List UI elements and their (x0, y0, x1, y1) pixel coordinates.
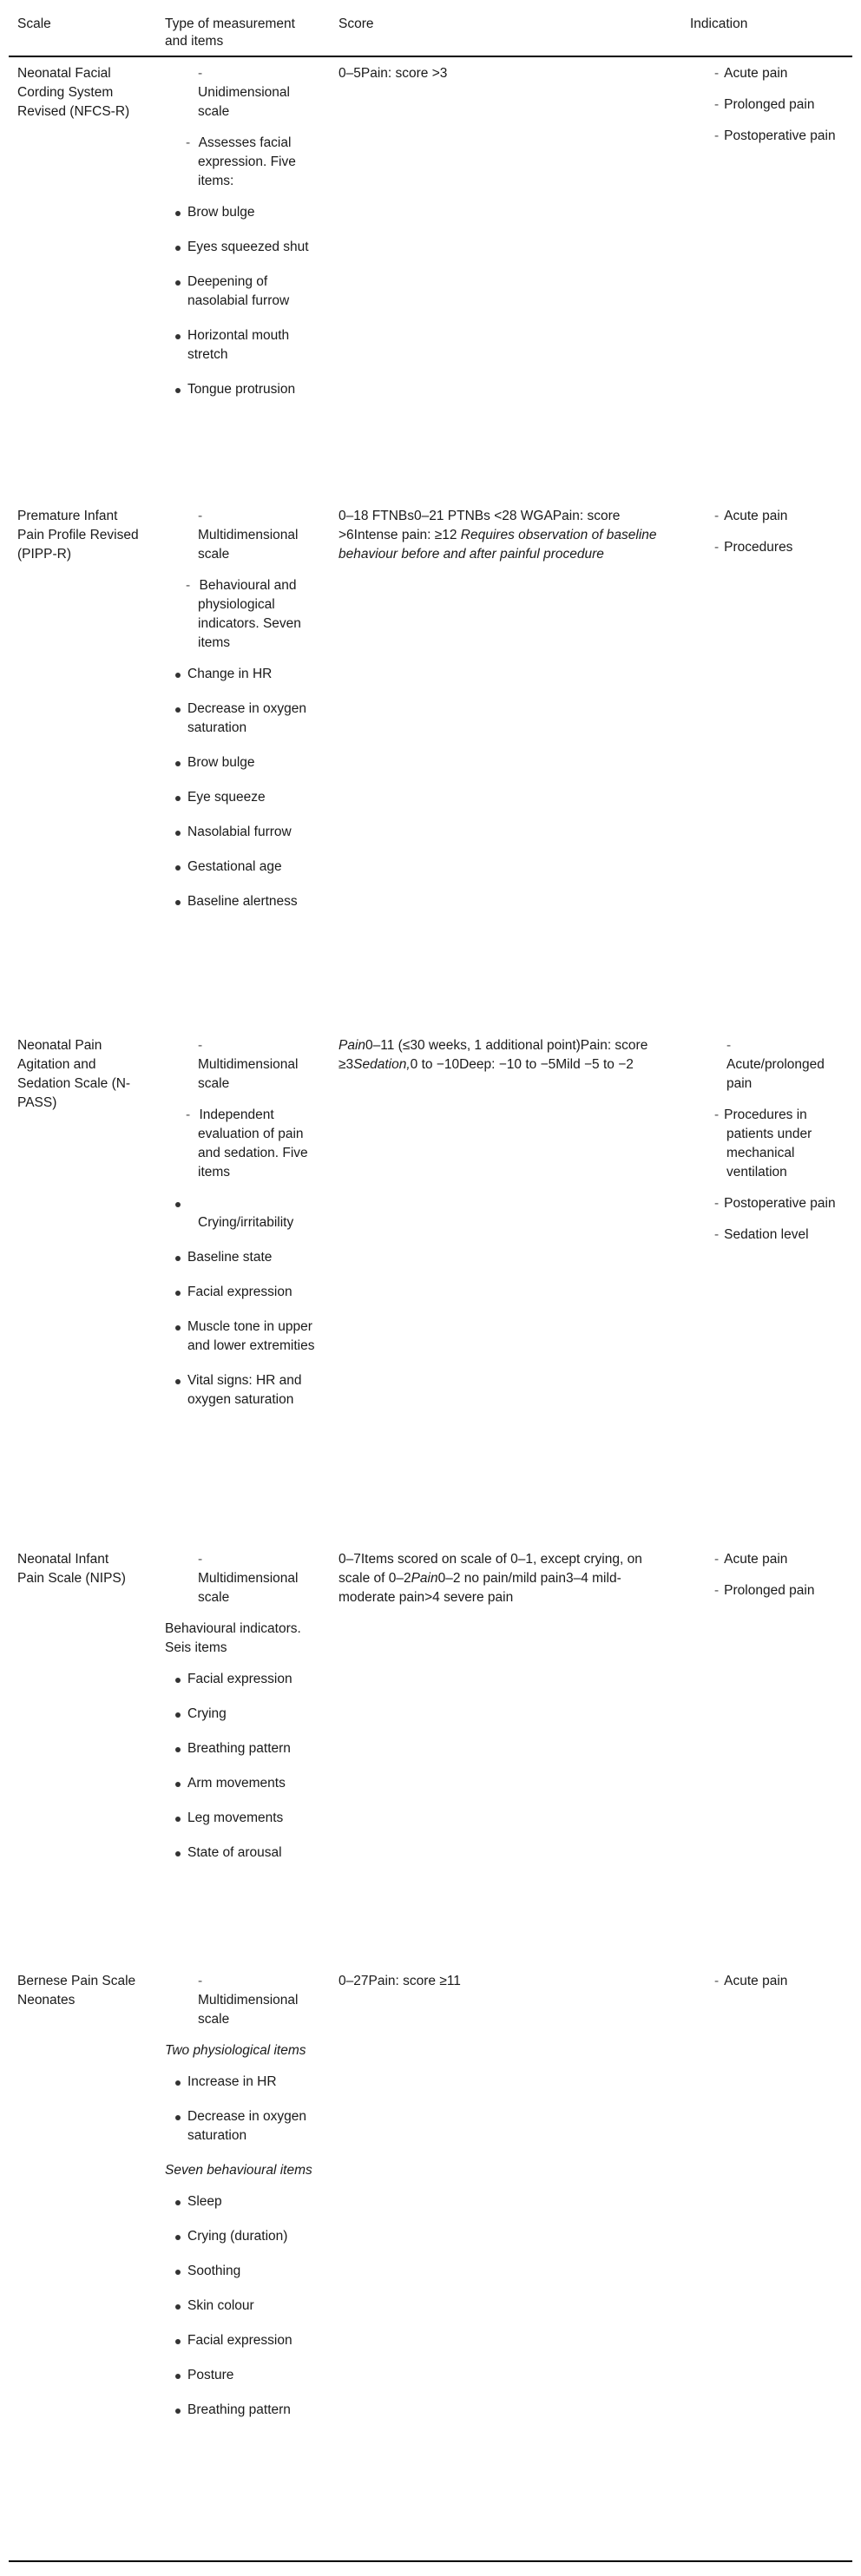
type-cell (165, 507, 321, 927)
type-line: - Independent evaluation of pain and sedation. Five items (186, 1107, 308, 1180)
list-item: - Prolonged pain (714, 1583, 815, 1598)
indication-cell (690, 64, 846, 158)
list-item: Muscle tone in upper and lower extremities (165, 1318, 321, 1356)
item-list (165, 2192, 321, 2420)
list-item: - Procedures (714, 540, 793, 555)
indication-cell (690, 1036, 846, 1257)
list-item: Facial expression (165, 2331, 321, 2350)
list-item: Breathing pattern (165, 1739, 321, 1758)
list-item: Sleep (165, 2192, 321, 2211)
list-item: Increase in HR (165, 2073, 321, 2092)
scale-name: Neonatal Infant Pain Scale (NIPS) (17, 1552, 126, 1586)
item-list (165, 1194, 321, 1410)
type-cell (165, 1972, 321, 2435)
list-item: - Procedures in patients under mechanical ventilation (714, 1107, 812, 1180)
list-item: Crying (duration) (165, 2227, 321, 2246)
table-bottom-rule (9, 2560, 852, 2562)
scale-name: Bernese Pain Scale Neonates (17, 1974, 136, 2008)
list-item: Soothing (165, 2262, 321, 2281)
list-item: Posture (165, 2366, 321, 2385)
type-line: - Behavioural and physiological indicators. Seven items (186, 578, 301, 650)
item-list (165, 203, 321, 399)
score-cell: Pain0–11 (≤30 weeks, 1 additional point)Pain: score ≥3Sedation,0 to −10Deep: −10 to −5Mild −5 to −2 (338, 1038, 648, 1072)
list-item: Eyes squeezed shut (165, 238, 321, 257)
score-cell: 0–5Pain: score >3 (338, 66, 448, 81)
scale-name: Premature Infant Pain Profile Revised (PIPP-R) (17, 509, 139, 562)
scale-name: Neonatal Facial Cording System Revised (NFCS-R) (17, 66, 130, 119)
list-item: Crying (165, 1705, 321, 1724)
type-line: - Multidimensional scale (198, 509, 299, 562)
type-cell (165, 1550, 321, 1878)
table-header (9, 9, 852, 57)
list-item: Facial expression (165, 1670, 321, 1689)
list-item: Facial expression (165, 1283, 321, 1302)
type-line: - Unidimensional scale (198, 66, 290, 119)
item-list (165, 2073, 321, 2146)
scale-name: Neonatal Pain Agitation and Sedation Scale (N-PASS) (17, 1038, 131, 1110)
list-item: Arm movements (165, 1774, 321, 1793)
item-list (165, 1670, 321, 1863)
list-item: - Postoperative pain (714, 128, 836, 143)
type-cell (165, 1036, 321, 1425)
list-item: Leg movements (165, 1809, 321, 1828)
list-item: Brow bulge (165, 753, 321, 772)
list-item: - Postoperative pain (714, 1196, 836, 1211)
list-item: - Acute pain (714, 1552, 788, 1567)
score-cell: 0–7Items scored on scale of 0–1, except crying, on scale of 0–2Pain0–2 no pain/mild pain3–4 mild-moderate pain>4 severe pain (338, 1552, 642, 1605)
list-item: - Acute pain (714, 66, 788, 81)
list-item: Horizontal mouth stretch (165, 326, 321, 365)
indication-cell (690, 1550, 846, 1613)
header-score: Score (338, 16, 374, 31)
list-item: Change in HR (165, 665, 321, 684)
list-item: - Acute pain (714, 509, 788, 523)
type-cell (165, 64, 321, 415)
list-item: Baseline state (165, 1248, 321, 1267)
item-list (165, 665, 321, 911)
list-item: Breathing pattern (165, 2401, 321, 2420)
list-item: Baseline alertness (165, 892, 321, 911)
header-scale: Scale (17, 16, 51, 31)
list-item: - Sedation level (714, 1227, 809, 1242)
list-item: State of arousal (165, 1843, 321, 1863)
type-line: Two physiological items (165, 2043, 306, 2058)
indication-cell (690, 507, 846, 569)
list-item: Tongue protrusion (165, 380, 321, 399)
header-type: Type of measurement and items (165, 16, 295, 49)
score-cell: 0–18 FTNBs0–21 PTNBs <28 WGAPain: score >6Intense pain: ≥12 Requires observation of baseline behaviour before and after painful procedure (338, 509, 657, 562)
indication-cell (690, 1972, 846, 2003)
list-item: Eye squeeze (165, 788, 321, 807)
list-item: - Prolonged pain (714, 97, 815, 112)
header-indication: Indication (690, 16, 748, 31)
list-item: Nasolabial furrow (165, 823, 321, 842)
list-item: Crying/irritability (165, 1194, 321, 1232)
list-item: Vital signs: HR and oxygen saturation (165, 1371, 321, 1410)
type-line: - Multidimensional scale (198, 1038, 299, 1091)
list-item: Decrease in oxygen saturation (165, 2107, 321, 2146)
list-item: - Acute pain (714, 1974, 788, 1988)
score-cell: 0–27Pain: score ≥11 (338, 1974, 461, 1988)
list-item: Decrease in oxygen saturation (165, 700, 321, 738)
type-line: - Multidimensional scale (198, 1974, 299, 2027)
list-item: Deepening of nasolabial furrow (165, 273, 321, 311)
type-line: Seven behavioural items (165, 2163, 312, 2178)
list-item: Brow bulge (165, 203, 321, 222)
type-line: Behavioural indicators. Seis items (165, 1621, 301, 1655)
type-line: - Assesses facial expression. Five items: (186, 135, 296, 188)
type-line: - Multidimensional scale (198, 1552, 299, 1605)
list-item: Skin colour (165, 2297, 321, 2316)
list-item: Gestational age (165, 858, 321, 877)
list-item: - Acute/prolonged pain (726, 1038, 825, 1091)
